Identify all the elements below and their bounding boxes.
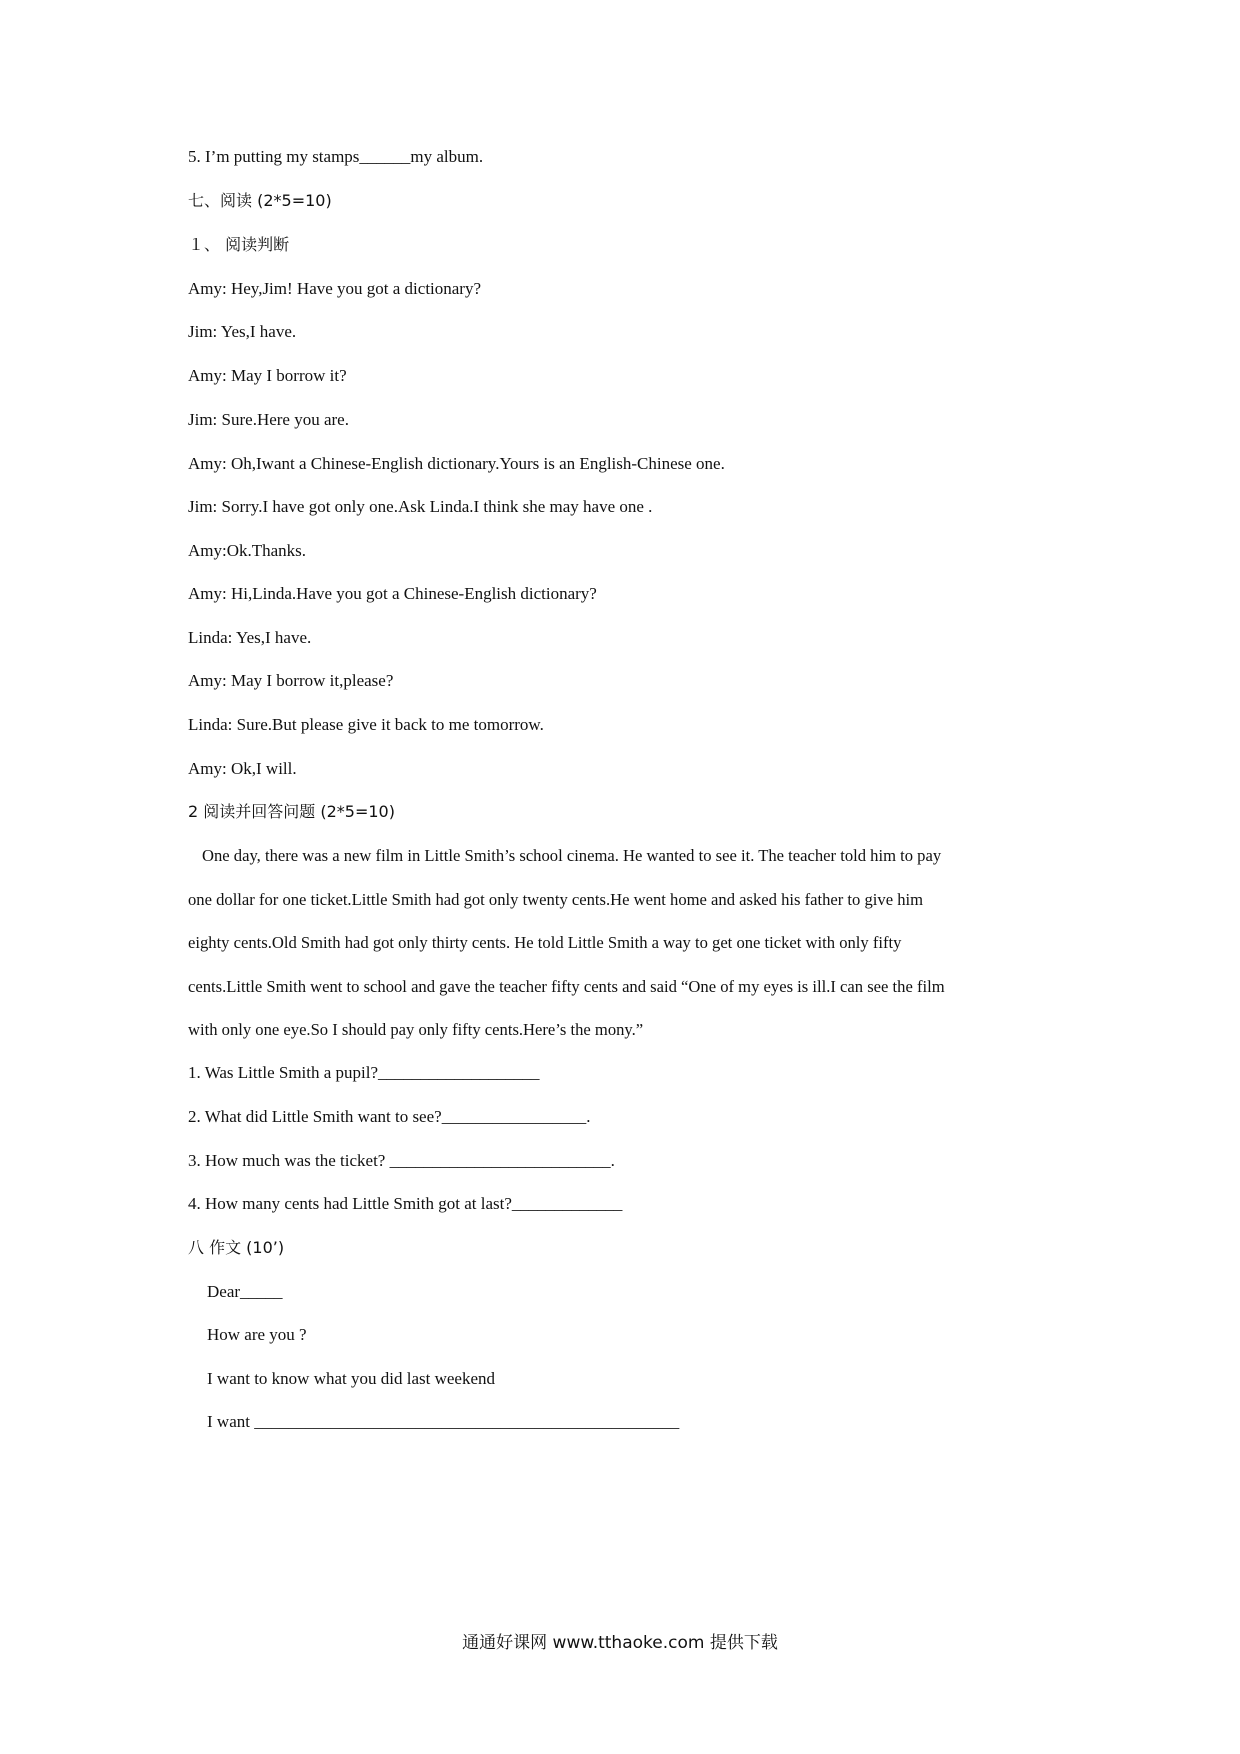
- page-footer: 通通好课网 www.tthaoke.com 提供下载: [462, 1633, 778, 1653]
- dialogue-line: Jim: Sorry.I have got only one.Ask Linda.I think she may have one .: [188, 497, 653, 516]
- question-line: 1. Was Little Smith a pupil?___________________: [188, 1063, 540, 1082]
- question-line: 2. What did Little Smith want to see?_________________.: [188, 1107, 591, 1126]
- letter-line: I want to know what you did last weekend: [207, 1369, 495, 1388]
- dialogue-line: Linda: Yes,I have.: [188, 628, 312, 647]
- dialogue-line: Amy: Hi,Linda.Have you got a Chinese-English dictionary?: [188, 584, 597, 603]
- question-line: 4. How many cents had Little Smith got at last?_____________: [188, 1194, 623, 1213]
- letter-line: I want __________________________________________________: [207, 1412, 680, 1431]
- dialogue-line: Amy:Ok.Thanks.: [188, 541, 307, 560]
- story-line: with only one eye.So I should pay only fifty cents.Here’s the mony.”: [188, 1020, 644, 1039]
- story-line: One day, there was a new film in Little Smith’s school cinema. He wanted to see it. The teacher told him to pay: [202, 846, 942, 865]
- dialogue-line: Amy: May I borrow it,please?: [188, 671, 394, 690]
- dialogue-line: Amy: Hey,Jim! Have you got a dictionary?: [188, 279, 482, 298]
- dialogue-line: Jim: Yes,I have.: [188, 322, 297, 341]
- story-line: eighty cents.Old Smith had got only thirty cents. He told Little Smith a way to get one ticket with only fifty: [188, 933, 902, 952]
- dialogue-line: Linda: Sure.But please give it back to me tomorrow.: [188, 715, 544, 734]
- story-line: one dollar for one ticket.Little Smith had got only twenty cents.He went home and asked his father to give him: [188, 890, 924, 909]
- letter-line: How are you ?: [207, 1325, 307, 1344]
- dialogue-line: Amy: Ok,I will.: [188, 759, 297, 778]
- section-7-title: 七、阅读 (2*5=10): [188, 191, 332, 210]
- section-8-title: 八 作文 (10’): [188, 1238, 285, 1257]
- question-line: 3. How much was the ticket? __________________________.: [188, 1151, 615, 1170]
- dialogue-line: Jim: Sure.Here you are.: [188, 410, 349, 429]
- question-5: 5. I’m putting my stamps______my album.: [188, 147, 484, 166]
- dialogue-line: Amy: Oh,Iwant a Chinese-English dictionary.Yours is an English-Chinese one.: [188, 454, 725, 473]
- dialogue-line: Amy: May I borrow it?: [188, 366, 347, 385]
- letter-greeting: Dear_____: [207, 1282, 283, 1301]
- reading-part-2-title: 2 阅读并回答问题 (2*5=10): [188, 802, 395, 821]
- reading-part-1-title: １、 阅读判断: [188, 235, 290, 254]
- story-line: cents.Little Smith went to school and gave the teacher fifty cents and said “One of my eyes is ill.I can see the film: [188, 977, 945, 996]
